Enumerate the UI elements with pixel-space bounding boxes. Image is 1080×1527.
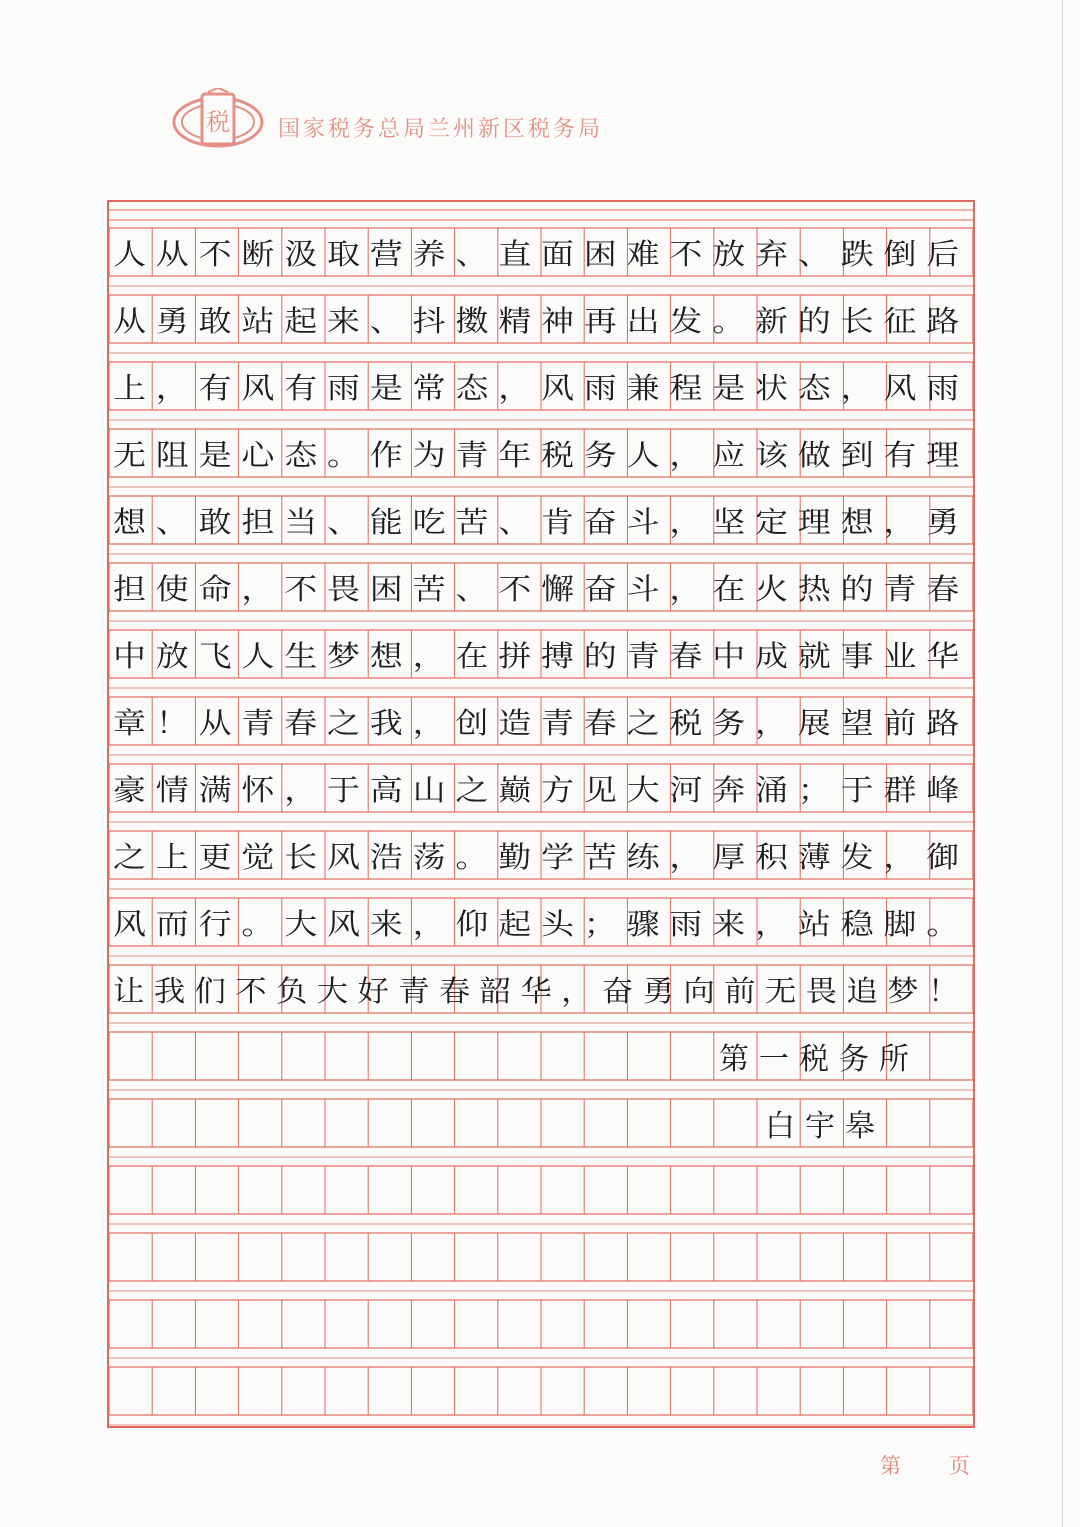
essay-line-4: 无阻是心态。作为青年税务人，应该做到有理 [113, 437, 970, 472]
essay-line-3: 上，有风有雨是常态，风雨兼程是状态，风雨 [113, 370, 970, 405]
page-edge-line [1062, 0, 1063, 1527]
essay-line-1: 人从不断汲取营养、直面困难不放弃、跌倒后 [113, 236, 970, 271]
organization-name: 国家税务总局兰州新区税务局 [278, 117, 604, 142]
manuscript-grid [107, 200, 975, 1428]
essay-line-2: 从勇敢站起来、抖擞精神再出发。新的长征路 [113, 303, 970, 338]
page-number-footer [880, 1450, 970, 1480]
essay-line-12: 让我们不负大好青春韶华，奋勇向前无畏追梦！ [113, 973, 969, 1008]
essay-line-8: 章！从青春之我，创造青春之税务，展望前路 [113, 705, 970, 740]
signature-unit: 第一税务所 [719, 1042, 919, 1077]
essay-line-6: 担使命，不畏困苦、不懈奋斗，在火热的青春 [113, 571, 970, 606]
letterhead [172, 88, 732, 158]
essay-line-9: 豪情满怀，于高山之巅方见大河奔涌；于群峰 [113, 772, 970, 807]
essay-line-10: 之上更觉长风浩荡。勤学苦练，厚积薄发，御 [113, 839, 970, 874]
essay-line-5: 想、敢担当、能吃苦、肯奋斗，坚定理想，勇 [113, 504, 970, 539]
essay-line-11: 风而行。大风来，仰起头；骤雨来，站稳脚。 [113, 906, 970, 941]
essay-line-7: 中放飞人生梦想，在拼搏的青春中成就事业华 [113, 638, 970, 673]
signature-author: 白宇皋 [765, 1109, 885, 1144]
tax-bureau-logo-icon [172, 88, 264, 152]
grid-row [109, 1300, 973, 1358]
grid-row [109, 1233, 973, 1291]
grid-row [109, 1166, 973, 1224]
logo-character: 税 [206, 108, 230, 136]
grid-row [109, 1367, 973, 1425]
page-label-right: 页 [949, 1454, 970, 1478]
page-label-left: 第 [880, 1454, 901, 1478]
